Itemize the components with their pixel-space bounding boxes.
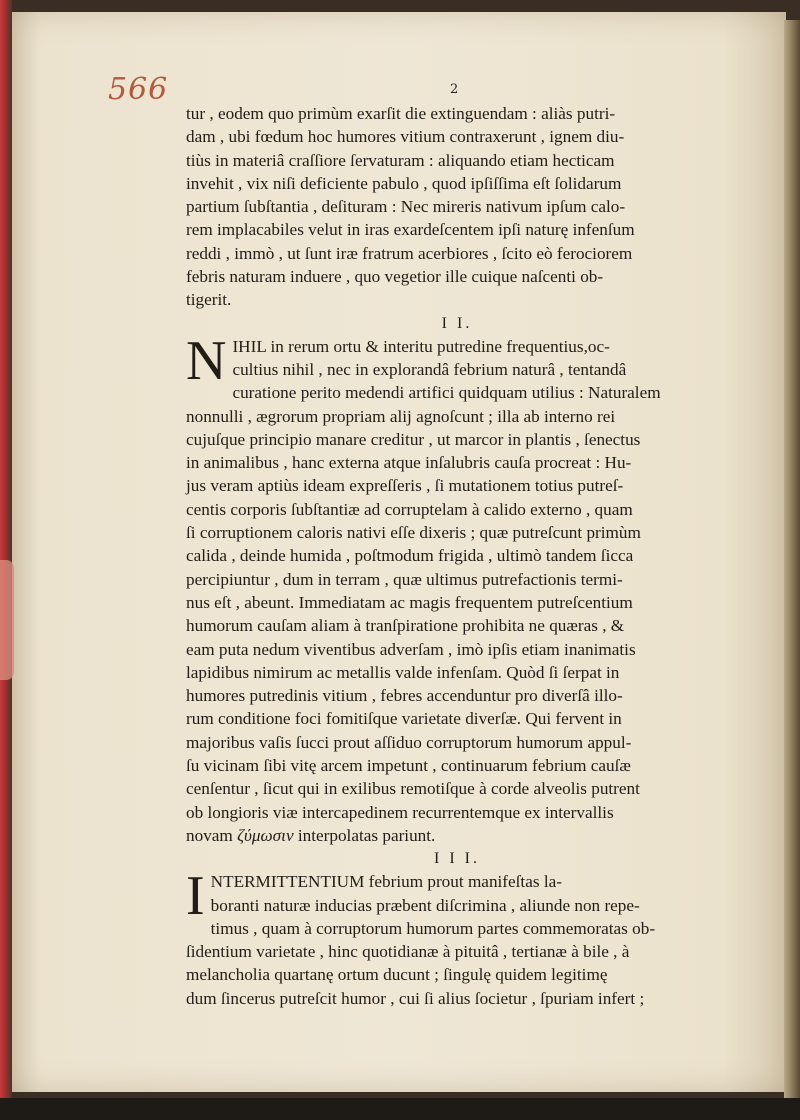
signature-number: 2: [450, 82, 459, 97]
section-2-paragraph: [186, 329, 716, 848]
text-line: percipiuntur , dum in terram , quæ ultimus putrefactionis termi-: [186, 569, 623, 589]
text-line: majoribus vaſis ſucci prout aſſiduo corruptorum humorum appul-: [186, 732, 632, 752]
text-line: reddi , immò , ut ſunt iræ fratrum acerbiores , ſcito eò ferociorem: [186, 243, 633, 263]
text-line: centis corporis ſubſtantiæ ad corruptelam à calido externo , quam: [186, 499, 633, 519]
text-line: lapidibus nimirum ac metallis valde infenſam. Quòd ſi ſerpat in: [186, 662, 620, 682]
thumb-holding-page: [0, 560, 14, 680]
scan-bottom-border: [0, 1098, 800, 1120]
text-line: cenſentur , ſicut qui in exilibus remotiſque à corde alveolis putrent: [186, 779, 640, 799]
text-line: NTERMITTENTIUM febrium prout manifeſtas la-: [210, 872, 562, 892]
text-block: [186, 102, 716, 1010]
handwritten-folio-number: 566: [108, 72, 169, 107]
section-heading-3: I I I.: [434, 850, 480, 868]
text-line: dum ſincerus putreſcit humor , cui ſi alius ſocietur , ſpuriam infert ;: [186, 988, 645, 1008]
text-line: eam puta nedum viventibus adverſam , imò ipſis etiam inanimatis: [186, 639, 636, 659]
text-fragment: novam: [186, 825, 238, 845]
text-line: invehit , vix niſi deficiente pabulo , quod ipſiſſima eſt ſolidarum: [186, 173, 622, 193]
text-line: boranti naturæ inducias præbent diſcrimina , aliunde non repe-: [210, 895, 640, 915]
text-line: rem implacabiles velut in iras exardeſcentem ipſi naturę infenſum: [186, 220, 635, 240]
text-line: humorum cauſam aliam à tranſpiratione prohibita ne quæras , &: [186, 616, 625, 636]
text-line: ob longioris viæ intercapedinem recurrentemque ex intervallis: [186, 802, 614, 822]
text-line: cultius nihil , nec in explorandâ febrium naturâ , tentandâ: [232, 359, 627, 379]
text-line: ſi corruptionem caloris nativi eſſe dixeris ; quæ putreſcunt primùm: [186, 523, 641, 543]
text-line: in animalibus , hanc externa atque inſalubris cauſa procreat : Hu-: [186, 453, 632, 473]
page-edge-right: [784, 20, 800, 1110]
intro-paragraph: [186, 102, 716, 312]
text-line: tigerit.: [186, 290, 232, 310]
section-3-paragraph: [186, 865, 716, 1010]
text-line: partium ſubſtantia , deſituram : Nec mireris nativum ipſum calo-: [186, 197, 626, 217]
text-line: tiùs in materiâ craſſiore ſervaturam : aliquando etiam hecticam: [186, 150, 615, 170]
drop-cap: N: [186, 329, 227, 392]
text-line: rum conditione foci fomitiſque varietate diverſæ. Qui fervent in: [186, 709, 622, 729]
text-fragment: interpolatas pariunt.: [293, 825, 436, 845]
text-line: jus veram aptiùs ideam expreſſeris , ſi mutationem totius putreſ-: [186, 476, 624, 496]
greek-word: ζύμωσιν: [237, 825, 294, 845]
drop-cap: I: [186, 865, 205, 928]
text-line: tur , eodem quo primùm exarſit die extinguendam : aliàs putri-: [186, 104, 616, 123]
text-line: melancholia quartanę ortum ducunt ; ſingulę quidem legitimę: [186, 965, 608, 985]
text-line: timus , quam à corruptorum humorum partes commemoratas ob-: [210, 918, 656, 938]
text-line: febris naturam induere , quo vegetior ille cuique naſcenti ob-: [186, 267, 604, 287]
text-line: ſidentium varietate , hinc quotidianæ à pituitâ , tertianæ à bile , à: [186, 942, 630, 962]
text-line: ſu vicinam ſibi vitę arcem impetunt , continuarum febrium cauſæ: [186, 756, 631, 776]
text-line: nonnulli , ægrorum propriam alij agnoſcunt ; illa ab interno rei: [186, 406, 616, 426]
text-line: dam , ubi fœdum hoc humores vitium contraxerunt , ignem diu-: [186, 127, 625, 147]
text-line: humores putredinis vitium , febres accenduntur pro diverſâ illo-: [186, 686, 623, 706]
text-line: nus eſt , abeunt. Immediatam ac magis frequentem putreſcentium: [186, 592, 633, 612]
text-line: curatione perito medendi artifici quidquam utilius : Naturalem: [232, 383, 661, 403]
text-line: IHIL in rerum ortu & interitu putredine frequentius,oc-: [232, 336, 610, 356]
text-line-last: [186, 824, 716, 847]
text-line: calida , deinde humida , poſtmodum frigida , ultimò tandem ſicca: [186, 546, 634, 566]
text-line: cujuſque principio manare creditur , ut marcor in plantis , ſenectus: [186, 429, 641, 449]
section-heading-2: I I.: [441, 314, 473, 332]
